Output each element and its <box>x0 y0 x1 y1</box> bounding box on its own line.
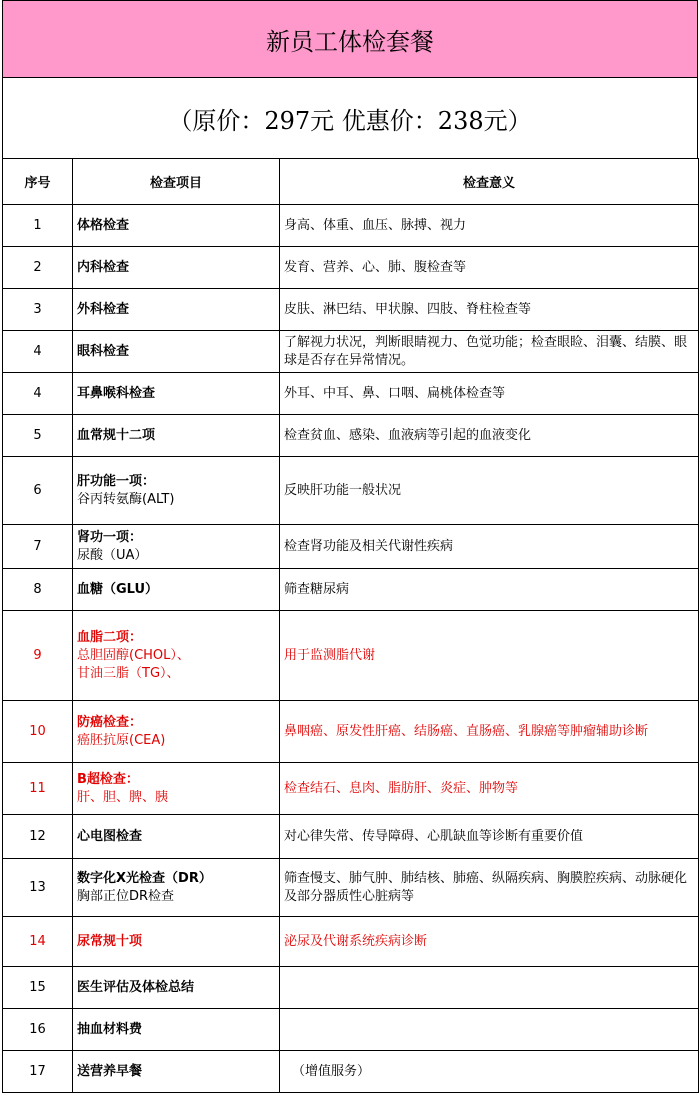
price-line: （原价：297元 优惠价：238元） <box>2 78 698 158</box>
table-row <box>3 1051 699 1093</box>
row-item <box>73 569 280 611</box>
item-sublabel: 谷丙转氨酶(ALT) <box>77 491 175 507</box>
item-sublabel: 肝、胆、脾、胰 <box>77 789 169 805</box>
row-item <box>73 815 280 859</box>
row-meaning: （增值服务） <box>280 1051 699 1093</box>
item-label: 心电图检查 <box>77 828 143 844</box>
row-meaning: 了解视力状况，判断眼睛视力、色觉功能；检查眼睑、泪囊、结膜、眼球是否存在异常情况。 <box>280 331 699 373</box>
item-label: 血脂二项： <box>77 629 143 645</box>
table-row <box>3 763 699 815</box>
row-item <box>73 967 280 1009</box>
row-meaning: 外耳、中耳、鼻、口咽、扁桃体检查等 <box>280 373 699 415</box>
row-meaning: 对心律失常、传导障碍、心肌缺血等诊断有重要价值 <box>280 815 699 859</box>
item-label: 内科检查 <box>77 259 130 275</box>
row-item <box>73 763 280 815</box>
table-row <box>3 525 699 569</box>
table-row <box>3 331 699 373</box>
item-label: 医生评估及体检总结 <box>77 979 195 995</box>
row-meaning: 检查肾功能及相关代谢性疾病 <box>280 525 699 569</box>
row-meaning: 皮肤、淋巴结、甲状腺、四肢、脊柱检查等 <box>280 289 699 331</box>
row-meaning: 鼻咽癌、原发性肝癌、结肠癌、直肠癌、乳腺癌等肿瘤辅助诊断 <box>280 701 699 763</box>
table-row <box>3 859 699 917</box>
item-label: 防癌检查： <box>77 714 143 730</box>
item-label: 尿常规十项 <box>77 933 143 949</box>
row-item <box>73 1009 280 1051</box>
item-label: 血常规十二项 <box>77 427 156 443</box>
row-number: 9 <box>3 611 73 701</box>
item-sublabel: 尿酸（UA） <box>77 547 148 563</box>
item-label: B超检查： <box>77 771 139 787</box>
row-item <box>73 1051 280 1093</box>
table-row <box>3 569 699 611</box>
item-label: 耳鼻喉科检查 <box>77 385 156 401</box>
row-number: 1 <box>3 205 73 247</box>
row-item <box>73 205 280 247</box>
row-item <box>73 415 280 457</box>
item-sublabel: 胸部正位DR检查 <box>77 888 175 904</box>
row-number: 7 <box>3 525 73 569</box>
item-label: 肾功一项： <box>77 529 143 545</box>
table-row <box>3 373 699 415</box>
row-meaning <box>280 967 699 1009</box>
checkup-table <box>2 158 699 1093</box>
row-number: 11 <box>3 763 73 815</box>
row-number: 13 <box>3 859 73 917</box>
row-number: 6 <box>3 457 73 525</box>
item-sublabel: 癌胚抗原(CEA) <box>77 732 166 748</box>
row-number: 4 <box>3 373 73 415</box>
table-row <box>3 1009 699 1051</box>
item-sublabel: 甘油三脂（TG）、 <box>77 665 180 681</box>
row-meaning: 筛查糖尿病 <box>280 569 699 611</box>
table-row <box>3 917 699 967</box>
row-meaning: 反映肝功能一般状况 <box>280 457 699 525</box>
row-item <box>73 289 280 331</box>
row-item <box>73 917 280 967</box>
item-label: 送营养早餐 <box>77 1063 143 1079</box>
row-meaning: 筛查慢支、肺气肿、肺结核、肺癌、纵隔疾病、胸膜腔疾病、动脉硬化及部分器质性心脏病等 <box>280 859 699 917</box>
table-row <box>3 967 699 1009</box>
row-meaning: 用于监测脂代谢 <box>280 611 699 701</box>
row-meaning: 身高、体重、血压、脉搏、视力 <box>280 205 699 247</box>
table-row <box>3 247 699 289</box>
row-meaning: 泌尿及代谢系统疾病诊断 <box>280 917 699 967</box>
row-meaning: 发育、营养、心、肺、腹检查等 <box>280 247 699 289</box>
table-row <box>3 415 699 457</box>
row-item <box>73 859 280 917</box>
table-row <box>3 457 699 525</box>
row-item <box>73 611 280 701</box>
checkup-sheet <box>2 0 698 1093</box>
item-label: 体格检查 <box>77 217 130 233</box>
item-label: 肝功能一项： <box>77 473 156 489</box>
table-row <box>3 815 699 859</box>
item-label: 数字化X光检查（DR） <box>77 870 212 886</box>
item-label: 外科检查 <box>77 301 130 317</box>
row-number: 16 <box>3 1009 73 1051</box>
row-number: 4 <box>3 331 73 373</box>
row-number: 2 <box>3 247 73 289</box>
row-number: 10 <box>3 701 73 763</box>
row-item <box>73 457 280 525</box>
item-sublabel: 总胆固醇(CHOL）、 <box>77 647 190 663</box>
table-row <box>3 205 699 247</box>
row-item <box>73 331 280 373</box>
table-row <box>3 701 699 763</box>
header-meaning: 检查意义 <box>280 159 699 205</box>
row-number: 5 <box>3 415 73 457</box>
row-item <box>73 701 280 763</box>
row-item <box>73 247 280 289</box>
header-item: 检查项目 <box>73 159 280 205</box>
item-label: 眼科检查 <box>77 343 130 359</box>
row-item <box>73 373 280 415</box>
item-label: 抽血材料费 <box>77 1021 143 1037</box>
row-number: 8 <box>3 569 73 611</box>
item-label: 血糖（GLU） <box>77 581 159 597</box>
row-meaning: 检查结石、息肉、脂肪肝、炎症、肿物等 <box>280 763 699 815</box>
table-row <box>3 611 699 701</box>
row-number: 12 <box>3 815 73 859</box>
row-number: 14 <box>3 917 73 967</box>
row-meaning <box>280 1009 699 1051</box>
table-row <box>3 289 699 331</box>
table-header-row <box>3 159 699 205</box>
row-number: 3 <box>3 289 73 331</box>
row-number: 15 <box>3 967 73 1009</box>
row-number: 17 <box>3 1051 73 1093</box>
page-title: 新员工体检套餐 <box>2 0 698 78</box>
row-meaning: 检查贫血、感染、血液病等引起的血液变化 <box>280 415 699 457</box>
header-no: 序号 <box>3 159 73 205</box>
row-item <box>73 525 280 569</box>
